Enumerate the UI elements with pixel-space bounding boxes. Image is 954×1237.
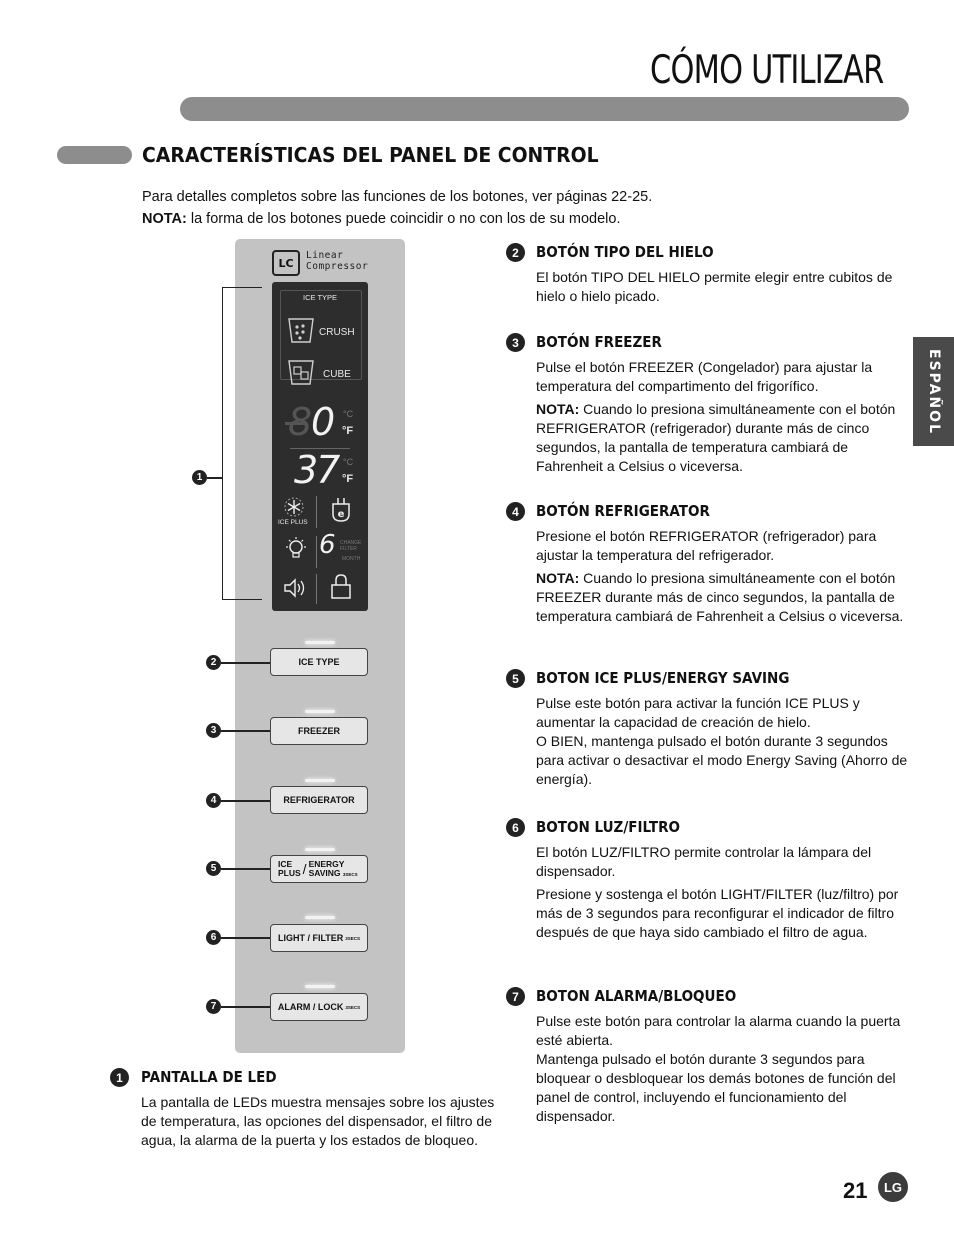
item-4-note-text: Cuando lo presiona simultáneamente con el botón FREEZER durante más de cinco segundos, la pantalla de temperatura cambiará de Fahrenheit a Celsius o viceversa. — [536, 570, 904, 624]
energy-text: ENERGY — [308, 858, 345, 869]
secs-label: 3SECS — [342, 871, 358, 877]
item-4-number: 4 — [506, 502, 525, 521]
ice-plus-text — [278, 860, 301, 878]
lock-icon — [329, 573, 353, 601]
crush-ice-icon — [286, 316, 316, 344]
display-separator — [316, 574, 317, 604]
item-6-number: 6 — [506, 818, 525, 837]
cube-label: CUBE — [323, 369, 351, 380]
item-3-note-text: Cuando lo presiona simultáneamente con el botón REFRIGERATOR (refrigerador) durante más de cinco segundos, la pantalla de temperatura cambiará de Fahrenheit a Celsius o viceversa. — [536, 401, 896, 474]
item-5-number: 5 — [506, 669, 525, 688]
alarm-lock-button-label: ALARM / LOCK — [277, 1001, 344, 1012]
note-text: la forma de los botones puede coincidir o no con los de su modelo. — [186, 211, 621, 227]
slash-divider: / — [302, 860, 307, 877]
secs-label: 3SECS — [345, 935, 361, 941]
page-title: CÓMO UTILIZAR — [650, 48, 884, 93]
ice-type-led — [305, 641, 335, 644]
energy-saving-text — [309, 860, 358, 879]
item-5-text — [536, 694, 910, 793]
freezer-unit-c: °C — [343, 409, 354, 419]
refrigerator-unit-f: °F — [342, 473, 354, 485]
plus-text: PLUS — [278, 868, 301, 878]
item-7-paragraph: Pulse este botón para controlar la alarma cuando la puerta esté abierta. — [536, 1013, 901, 1048]
energy-saving-icon — [329, 496, 353, 524]
intro-note — [142, 208, 652, 230]
saving-text — [309, 869, 358, 879]
note-label: NOTA: — [142, 211, 187, 227]
light-filter-button[interactable] — [270, 924, 368, 952]
svg-text:e: e — [337, 509, 345, 520]
display-bracket — [222, 287, 262, 600]
ice-plus-energy-button[interactable] — [270, 855, 368, 883]
ice-type-button-label: ICE TYPE — [298, 656, 340, 667]
ice-type-label: ICE TYPE — [303, 293, 338, 302]
intro-line: Para detalles completos sobre las funciones de los botones, ver páginas 22-25. — [142, 189, 653, 205]
item-5-title: BOTON ICE PLUS/ENERGY SAVING — [536, 669, 790, 687]
callout-line — [221, 1006, 270, 1008]
cube-ice-icon — [286, 358, 316, 386]
badge-text-line2: Compressor — [306, 261, 369, 272]
snowflake-icon — [281, 496, 307, 518]
item-6-title: BOTON LUZ/FILTRO — [536, 818, 680, 836]
item-2-text — [536, 268, 904, 310]
section-marker — [57, 146, 132, 164]
item-7-title: BOTON ALARMA/BLOQUEO — [536, 987, 737, 1005]
section-title: CARACTERÍSTICAS DEL PANEL DE CONTROL — [142, 143, 599, 167]
item-7-number: 7 — [506, 987, 525, 1006]
freezer-button[interactable] — [270, 717, 368, 745]
callout-7: 7 — [206, 999, 221, 1014]
item-2-number: 2 — [506, 243, 525, 262]
item-1-title: PANTALLA DE LED — [141, 1068, 277, 1086]
item-5-paragraph: Pulse este botón para activar la función ICE PLUS y aumentar la capacidad de creación de hielo. — [536, 695, 860, 730]
refrigerator-temp: 37 — [294, 448, 339, 492]
item-1-text — [141, 1093, 511, 1154]
alarm-lock-led — [305, 985, 335, 988]
callout-5: 5 — [206, 861, 221, 876]
speaker-icon — [282, 576, 308, 600]
display-separator — [316, 536, 317, 568]
intro-text — [142, 186, 652, 230]
item-7-text — [536, 1012, 904, 1130]
item-4-title: BOTÓN REFRIGERATOR — [536, 502, 710, 520]
item-4-note — [536, 569, 904, 626]
freezer-button-label: FREEZER — [297, 725, 340, 736]
refrigerator-button-label: REFRIGERATOR — [283, 794, 355, 805]
change-filter-label: CHANGE FILTER — [340, 540, 362, 552]
refrigerator-led — [305, 779, 335, 782]
callout-4: 4 — [206, 793, 221, 808]
language-tab — [913, 337, 954, 446]
page-number: 21 — [843, 1178, 868, 1203]
item-1-paragraph: La pantalla de LEDs muestra mensajes sobre los ajustes de temperatura, las opciones del dispensador, el filtro de agua, la alarma de la puerta y los estados de bloqueo. — [141, 1094, 495, 1148]
led-display — [272, 282, 368, 611]
callout-line — [221, 800, 270, 802]
refrigerator-unit-c: °C — [343, 457, 354, 467]
item-6-paragraph: El botón LUZ/FILTRO permite controlar la lámpara del dispensador. — [536, 844, 872, 879]
callout-1: 1 — [192, 470, 207, 485]
lg-logo: LG — [878, 1172, 908, 1202]
callout-line — [221, 937, 270, 939]
item-3-note — [536, 400, 908, 476]
callout-line — [221, 868, 270, 870]
light-bulb-icon — [283, 536, 309, 564]
item-3-text — [536, 358, 908, 480]
crush-label: CRUSH — [319, 327, 355, 338]
light-filter-led — [305, 916, 335, 919]
freezer-ghost-digit: 8 — [288, 400, 309, 444]
item-1-number: 1 — [110, 1068, 129, 1087]
freezer-temp: 0 — [311, 400, 336, 444]
refrigerator-button[interactable] — [270, 786, 368, 814]
callout-2: 2 — [206, 655, 221, 670]
badge-text-line1: Linear — [306, 250, 344, 261]
saving-word: SAVING — [308, 867, 341, 878]
item-3-note-label: NOTA: — [536, 401, 580, 417]
secs-label: 3SECS — [345, 1004, 361, 1010]
display-separator — [316, 496, 317, 528]
ice-text: ICE — [278, 859, 293, 869]
item-6-paragraph-2: Presione y sostenga el botón LIGHT/FILTER (luz/filtro) por más de 3 segundos para reconfigurar el indicador de filtro después de que haya sido cambiado el filtro de agua. — [536, 886, 899, 940]
item-4-paragraph: Presione el botón REFRIGERATOR (refrigerador) para ajustar la temperatura del refrigerador. — [536, 528, 877, 563]
alarm-lock-button[interactable] — [270, 993, 368, 1021]
linear-compressor-badge: LC — [272, 250, 300, 276]
filter-month-digit: 6 — [319, 530, 336, 560]
linear-compressor-text — [306, 250, 368, 272]
callout-line — [207, 477, 222, 479]
item-6-text — [536, 843, 910, 946]
item-5-paragraph-2: O BIEN, mantenga pulsado el botón durante 3 segundos para activar o desactivar el modo Energy Saving (Ahorro de energía). — [536, 733, 908, 787]
item-2-paragraph: El botón TIPO DEL HIELO permite elegir entre cubitos de hielo o hielo picado. — [536, 269, 893, 304]
light-filter-button-label: LIGHT / FILTER — [277, 932, 344, 943]
item-4-note-label: NOTA: — [536, 570, 580, 586]
freezer-led — [305, 710, 335, 713]
callout-6: 6 — [206, 930, 221, 945]
item-3-title: BOTÓN FREEZER — [536, 333, 662, 351]
language-tab-label: ESPAÑOL — [925, 348, 942, 435]
callout-line — [221, 730, 270, 732]
item-4-text — [536, 527, 904, 630]
ice-type-button[interactable] — [270, 648, 368, 676]
item-2-title: BOTÓN TIPO DEL HIELO — [536, 243, 714, 261]
ice-plus-led — [305, 848, 335, 851]
callout-3: 3 — [206, 723, 221, 738]
item-3-number: 3 — [506, 333, 525, 352]
callout-line — [221, 662, 270, 664]
item-7-paragraph-2: Mantenga pulsado el botón durante 3 segundos para bloquear o desbloquear los demás botones de función del panel de control, incluyendo el funcionamiento del dispensador. — [536, 1051, 896, 1124]
freezer-unit-f: °F — [342, 425, 354, 437]
item-3-paragraph: Pulse el botón FREEZER (Congelador) para ajustar la temperatura del compartimento del frigorífico. — [536, 359, 873, 394]
month-label: MONTH — [342, 556, 361, 562]
header-bar — [180, 97, 909, 121]
ice-plus-label: ICE PLUS — [278, 519, 308, 526]
